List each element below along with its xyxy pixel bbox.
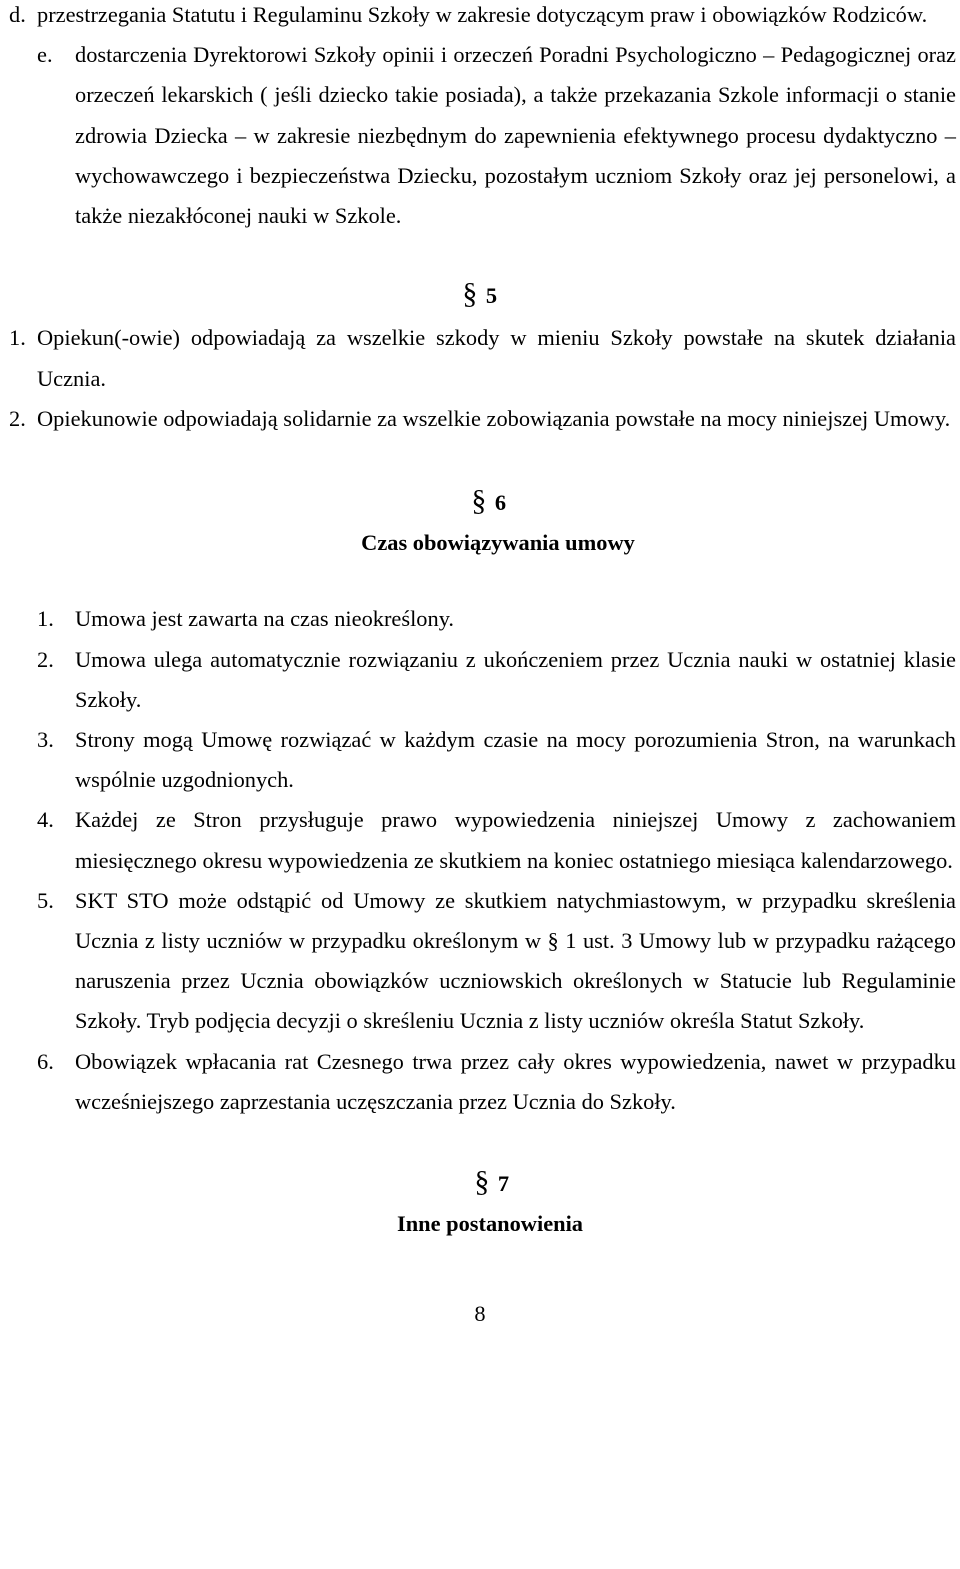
list-item-label: 5.	[37, 887, 54, 913]
list-item-label: e.	[37, 42, 53, 68]
list-item	[0, 318, 960, 398]
list-item	[0, 1042, 960, 1122]
list-item-text: SKT STO może odstąpić od Umowy ze skutkiem natychmiastowym, w przypadku skreślenia Ucznia z listy uczniów w przypadku określonym w § 1 ust. 3 Umowy lub w przypadku rażącego naruszenia przez Ucznia obowiązków uczniowskich określonych w Statucie lub Regulaminie Szkoły. Tryb podjęcia decyzji o skreśleniu Ucznia z listy uczniów określa Statut Szkoły.	[75, 887, 956, 1034]
list-item-text: Strony mogą Umowę rozwiązać w każdym czasie na mocy porozumienia Stron, na warunkach wspólnie uzgodnionych.	[75, 727, 956, 793]
list-item-label: 2.	[37, 646, 54, 672]
section-7-title: Inne postanowienia	[396, 1211, 583, 1237]
list-item-label: 2.	[9, 405, 26, 431]
list-item-text: Opiekun(-owie) odpowiadają za wszelkie szkody w mieniu Szkoły powstałe na skutek działania Ucznia.	[37, 325, 956, 391]
page-number: 8	[474, 1301, 486, 1327]
list-item-text: przestrzegania Statutu i Regulaminu Szkoły w zakresie dotyczącym praw i obowiązków Rodziców.	[37, 2, 928, 27]
list-item-text: Opiekunowie odpowiadają solidarnie za wszelkie zobowiązania powstałe na mocy niniejszej Umowy.	[37, 405, 951, 431]
list-item	[0, 881, 960, 1042]
list-item-text: dostarczenia Dyrektorowi Szkoły opinii i orzeczeń Poradni Psychologiczno – Pedagogicznej oraz orzeczeń lekarskich ( jeśli dziecko takie posiada), a także przekazania Szkole informacji o stanie zdrowia Dziecka – w zakresie niezbędnym do zapewnienia efektywnego procesu dydaktyczno – wychowawczego i bezpieczeństwa Dziecku, pozostałym uczniom Szkoły oraz jej personelowi, a także niezakłóconej nauki w Szkole.	[75, 42, 956, 229]
section-6-title: Czas obowiązywania umowy	[361, 530, 635, 556]
list-item-label: 3.	[37, 727, 54, 753]
list-item	[0, 35, 960, 236]
section-6-list	[0, 599, 960, 1122]
list-item	[0, 599, 960, 639]
section-symbol: §	[471, 484, 487, 518]
list-item	[0, 800, 960, 880]
list-item-label: 1.	[37, 606, 54, 632]
section-number: 6	[494, 490, 507, 516]
list-item-text: Umowa ulega automatycznie rozwiązaniu z ukończeniem przez Ucznia nauki w ostatniej klasie Szkoły.	[75, 646, 956, 712]
list-item-text: Każdej ze Stron przysługuje prawo wypowiedzenia niniejszej Umowy z zachowaniem miesięcznego okresu wypowiedzenia ze skutkiem na koniec ostatniego miesiąca kalendarzowego.	[75, 807, 956, 873]
list-item-label: 1.	[9, 325, 26, 351]
section-number: 7	[497, 1171, 510, 1197]
list-item-label: 6.	[37, 1048, 54, 1074]
list-item-text: Umowa jest zawarta na czas nieokreślony.	[75, 606, 455, 632]
section-6-heading	[0, 481, 960, 523]
section-5-heading	[0, 274, 960, 316]
list-item-label: d.	[9, 2, 26, 27]
section-7-heading	[0, 1162, 960, 1204]
list-item	[0, 0, 960, 35]
list-item-label: 4.	[37, 807, 54, 833]
list-item	[0, 399, 960, 439]
list-item	[0, 720, 960, 800]
list-item	[0, 640, 960, 720]
section-number: 5	[485, 283, 498, 309]
section-symbol: §	[474, 1165, 490, 1199]
list-item-text: Obowiązek wpłacania rat Czesnego trwa przez cały okres wypowiedzenia, nawet w przypadku wcześniejszego zaprzestania uczęszczania przez Ucznia do Szkoły.	[75, 1048, 956, 1114]
section-symbol: §	[462, 277, 478, 311]
